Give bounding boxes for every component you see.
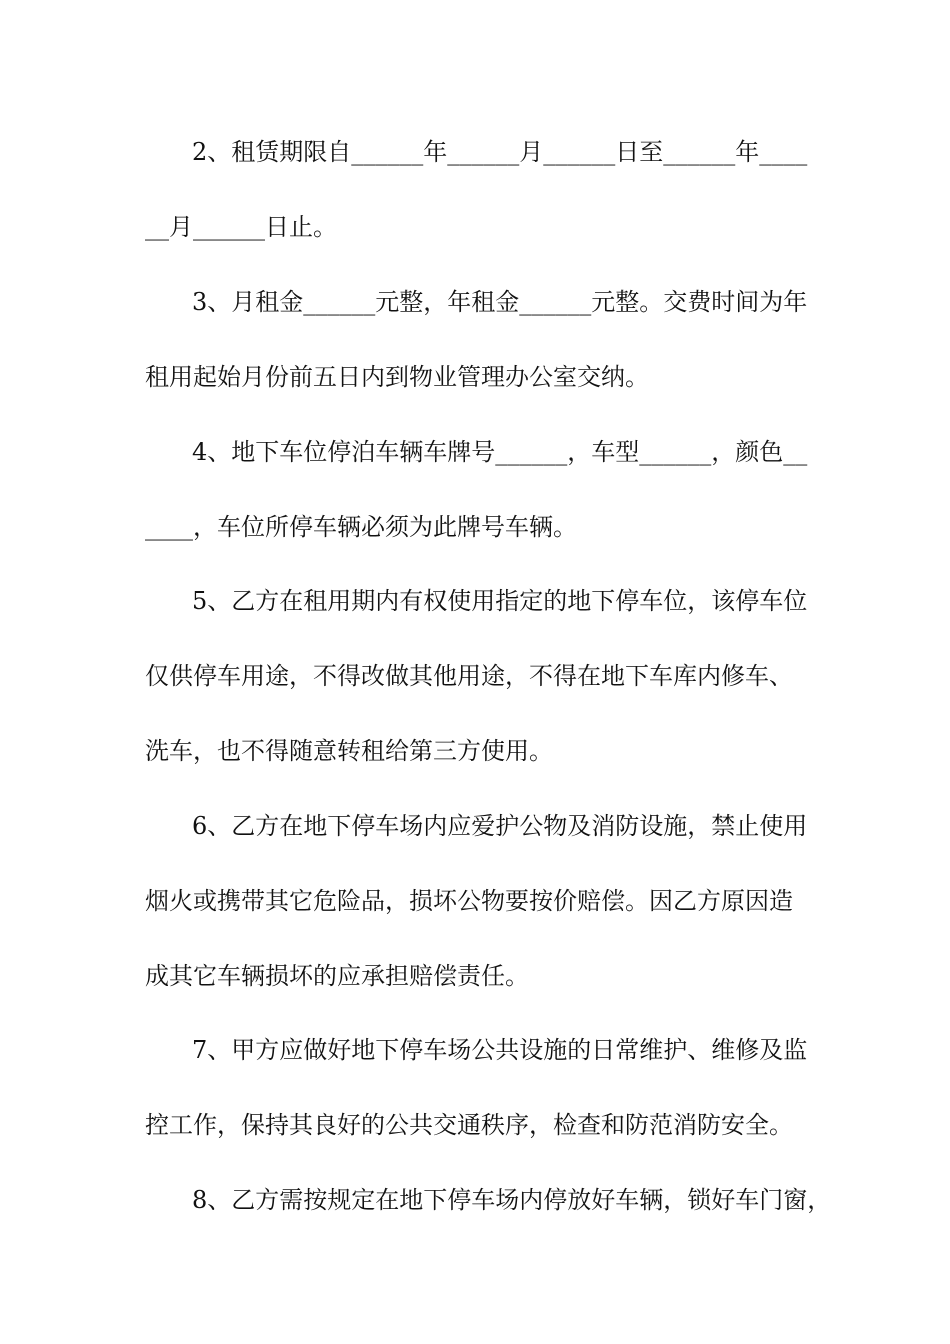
- clause-5-line-1: 5、乙方在租用期内有权使用指定的地下停车位，该停车位: [192, 587, 808, 615]
- clause-7-line-1: 7、甲方应做好地下停车场公共设施的日常维护、维修及监: [192, 1036, 808, 1064]
- clause-2-line-1: 2、租赁期限自______年______月______日至______年____: [192, 138, 808, 166]
- clause-5-line-3: 洗车，也不得随意转租给第三方使用。: [145, 737, 553, 765]
- clause-3-line-2: 租用起始月份前五日内到物业管理办公室交纳。: [145, 363, 649, 391]
- clause-3-line-1: 3、月租金______元整，年租金______元整。交费时间为年: [192, 288, 808, 316]
- clause-4-line-1: 4、地下车位停泊车辆车牌号______，车型______，颜色__: [192, 438, 808, 466]
- clause-8-line-1: 8、乙方需按规定在地下停车场内停放好车辆，锁好车门窗，: [192, 1186, 832, 1214]
- clause-6-line-1: 6、乙方在地下停车场内应爱护公物及消防设施，禁止使用: [192, 812, 808, 840]
- clause-5-line-2: 仅供停车用途，不得改做其他用途，不得在地下车库内修车、: [145, 662, 793, 690]
- clause-6-line-3: 成其它车辆损坏的应承担赔偿责任。: [145, 962, 529, 990]
- clause-6-line-2: 烟火或携带其它危险品，损坏公物要按价赔偿。因乙方原因造: [145, 887, 793, 915]
- clause-2-line-2: __月______日止。: [145, 213, 337, 241]
- clause-4-line-2: ____，车位所停车辆必须为此牌号车辆。: [145, 513, 577, 541]
- clause-7-line-2: 控工作，保持其良好的公共交通秩序，检查和防范消防安全。: [145, 1111, 793, 1139]
